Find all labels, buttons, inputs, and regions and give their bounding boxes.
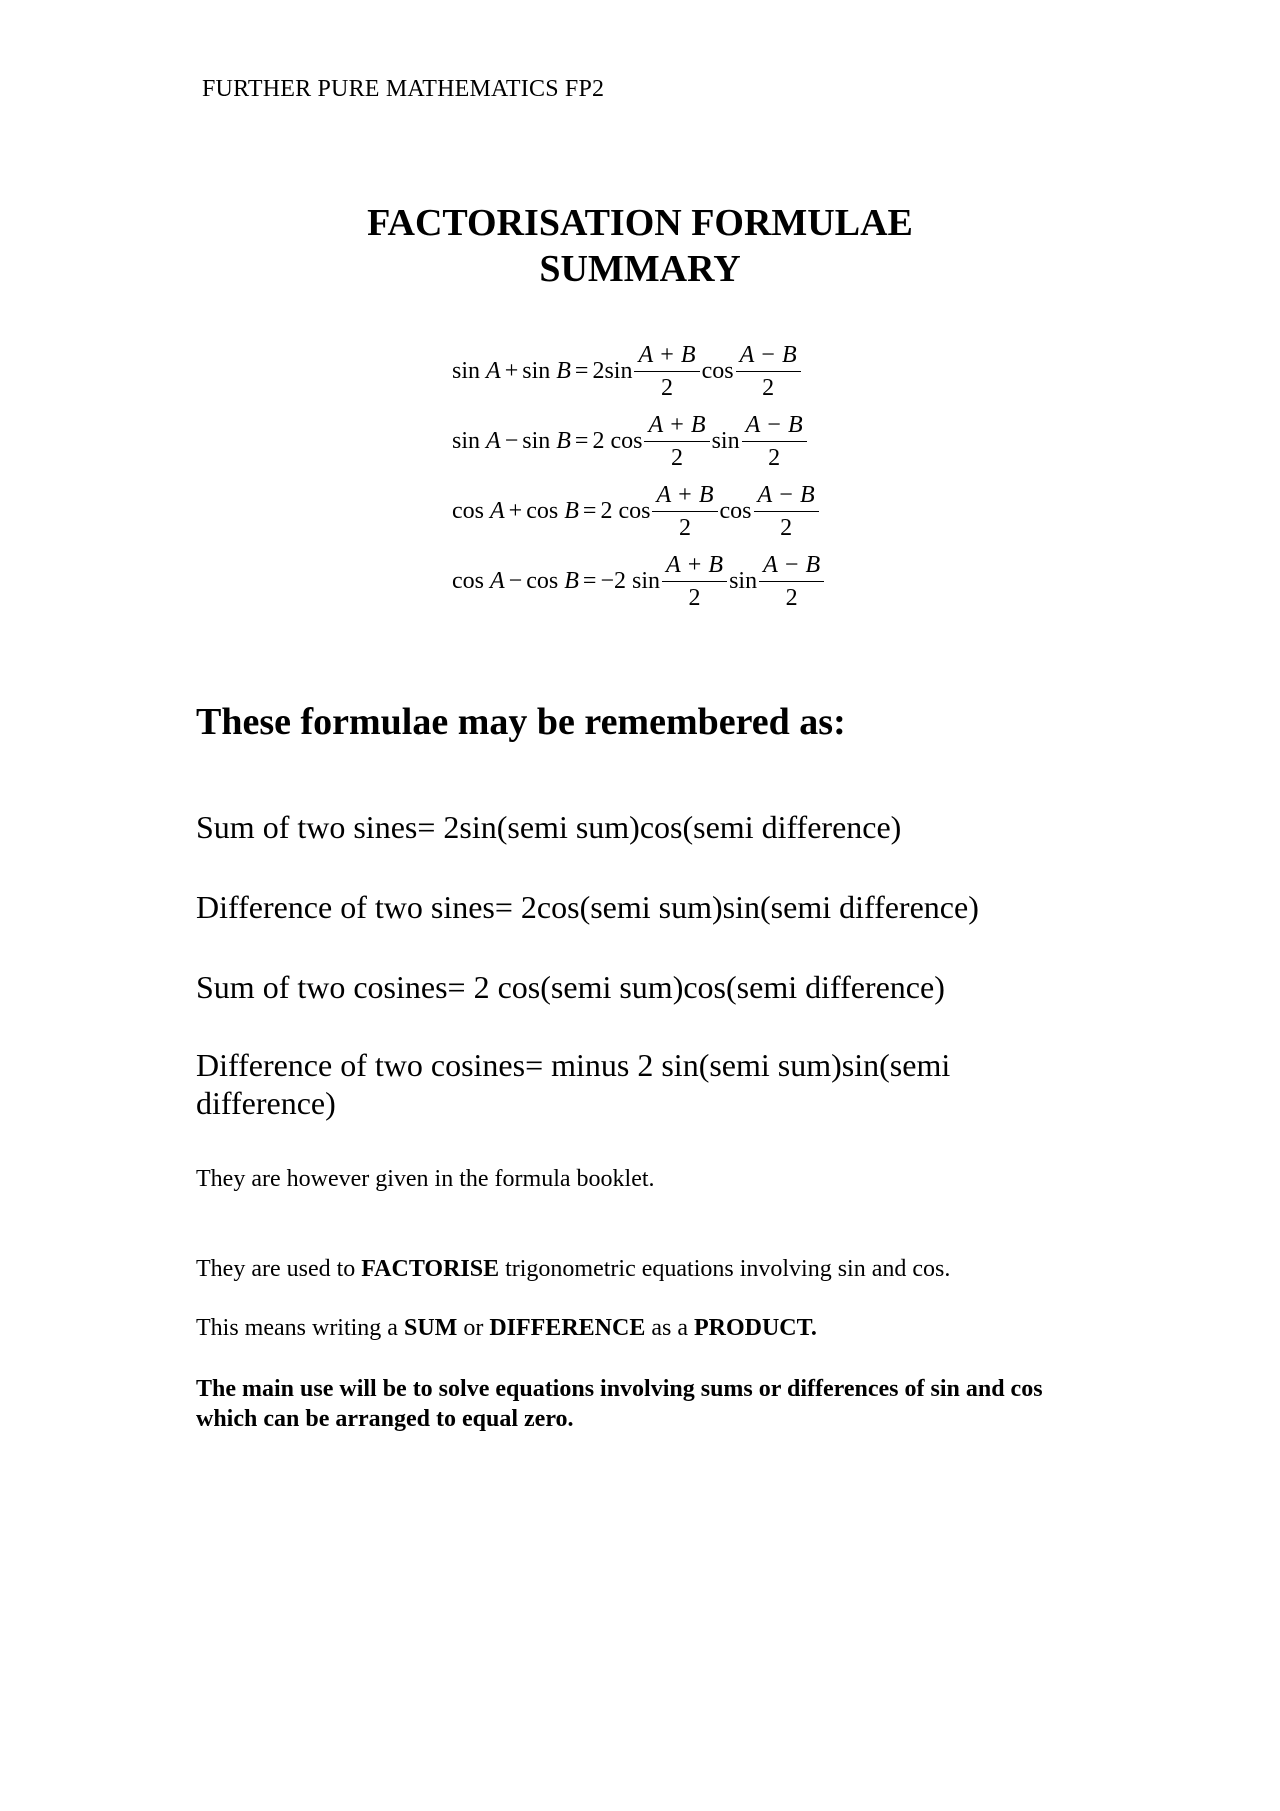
- formula-row: [452, 546, 826, 616]
- lhs-fn-1: sin: [452, 427, 481, 454]
- fraction-sum: [652, 481, 717, 542]
- coefficient: −2: [600, 567, 626, 594]
- fraction-difference: [759, 551, 824, 612]
- fraction-denominator: 2: [780, 514, 793, 541]
- formula-row: [452, 406, 826, 476]
- rhs-fn-1: cos: [618, 497, 651, 524]
- lhs-fn-2: cos: [526, 567, 559, 594]
- mnemonic-sum-cosines: Sum of two cosines= 2 cos(semi sum)cos(semi difference): [196, 969, 945, 1005]
- fraction-numerator: A − B: [759, 551, 824, 582]
- lhs-var-1: A: [486, 427, 501, 454]
- rhs-fn-2: sin: [729, 567, 758, 594]
- meaning-product: PRODUCT.: [693, 1315, 817, 1341]
- lhs-fn-1: cos: [452, 567, 484, 594]
- fraction-difference: [736, 341, 801, 402]
- fraction-denominator: 2: [671, 444, 684, 471]
- mnemonic-sum-sines: Sum of two sines= 2sin(semi sum)cos(semi difference): [196, 809, 902, 845]
- fraction-numerator: A − B: [754, 481, 819, 512]
- fraction-numerator: A + B: [662, 551, 727, 582]
- fraction-sum: [644, 411, 709, 472]
- formula-row: [452, 476, 826, 546]
- fraction-difference: [754, 481, 819, 542]
- fraction-sum: [662, 551, 727, 612]
- equals: =: [574, 357, 589, 384]
- lhs-fn-1: cos: [452, 497, 484, 524]
- fraction-numerator: A + B: [652, 481, 717, 512]
- usage-paragraph: [196, 1254, 1096, 1284]
- fraction-numerator: A − B: [736, 341, 801, 372]
- fraction-denominator: 2: [678, 514, 691, 541]
- lhs-fn-2: sin: [522, 357, 551, 384]
- lhs-var-2: B: [556, 427, 571, 454]
- meaning-text: or: [457, 1315, 490, 1341]
- coefficient: 2: [592, 357, 605, 384]
- fraction-denominator: 2: [785, 584, 798, 611]
- booklet-note: They are however given in the formula booklet.: [196, 1166, 655, 1192]
- rhs-fn-1: sin: [604, 357, 633, 384]
- fraction-denominator: 2: [688, 584, 701, 611]
- fraction-denominator: 2: [762, 374, 775, 401]
- section-heading: These formulae may be remembered as:: [196, 701, 846, 743]
- meaning-sum: SUM: [403, 1315, 458, 1341]
- page-title: [0, 200, 1280, 292]
- fraction-difference: [742, 411, 807, 472]
- fraction-numerator: A − B: [742, 411, 807, 442]
- lhs-fn-2: cos: [526, 497, 559, 524]
- meaning-paragraph: [196, 1313, 1096, 1343]
- fraction-sum: [634, 341, 699, 402]
- title-line-1: FACTORISATION FORMULAE: [367, 202, 913, 244]
- lhs-var-2: B: [564, 567, 579, 594]
- equals: =: [582, 497, 597, 524]
- main-use-paragraph: The main use will be to solve equations involving sums or differences of sin and cos which can be arranged to equal zero.: [196, 1376, 1043, 1432]
- mnemonic-difference-sines: Difference of two sines= 2cos(semi sum)sin(semi difference): [196, 889, 979, 925]
- mnemonic-difference-cosines: Difference of two cosines= minus 2 sin(semi sum)sin(semi difference): [196, 1047, 951, 1121]
- fraction-denominator: 2: [661, 374, 674, 401]
- title-line-2: SUMMARY: [539, 248, 741, 290]
- coefficient: 2: [592, 427, 605, 454]
- rhs-fn-2: cos: [701, 357, 734, 384]
- usage-emphasis: FACTORISE: [361, 1256, 500, 1282]
- meaning-text: as a: [645, 1315, 694, 1341]
- rhs-fn-1: cos: [610, 427, 643, 454]
- equals: =: [582, 567, 597, 594]
- lhs-var-1: A: [490, 497, 505, 524]
- usage-text: They are used to: [196, 1256, 362, 1282]
- formula-list: [452, 336, 826, 616]
- fraction-numerator: A + B: [644, 411, 709, 442]
- lhs-var-2: B: [556, 357, 571, 384]
- lhs-op: +: [504, 357, 519, 384]
- fraction-denominator: 2: [768, 444, 781, 471]
- rhs-fn-2: cos: [719, 497, 752, 524]
- lhs-fn-1: sin: [452, 357, 481, 384]
- rhs-fn-1: sin: [631, 567, 660, 594]
- fraction-numerator: A + B: [634, 341, 699, 372]
- lhs-op: −: [504, 427, 519, 454]
- page-header: FURTHER PURE MATHEMATICS FP2: [202, 76, 605, 102]
- lhs-op: +: [508, 497, 523, 524]
- lhs-var-2: B: [564, 497, 579, 524]
- usage-text: trigonometric equations involving sin and cos.: [499, 1256, 951, 1282]
- coefficient: 2: [600, 497, 613, 524]
- meaning-difference: DIFFERENCE: [489, 1315, 646, 1341]
- equals: =: [574, 427, 589, 454]
- meaning-text: This means writing a: [196, 1315, 404, 1341]
- formula-row: [452, 336, 826, 406]
- rhs-fn-2: sin: [711, 427, 740, 454]
- lhs-var-1: A: [490, 567, 505, 594]
- lhs-fn-2: sin: [522, 427, 551, 454]
- lhs-var-1: A: [486, 357, 501, 384]
- lhs-op: −: [508, 567, 523, 594]
